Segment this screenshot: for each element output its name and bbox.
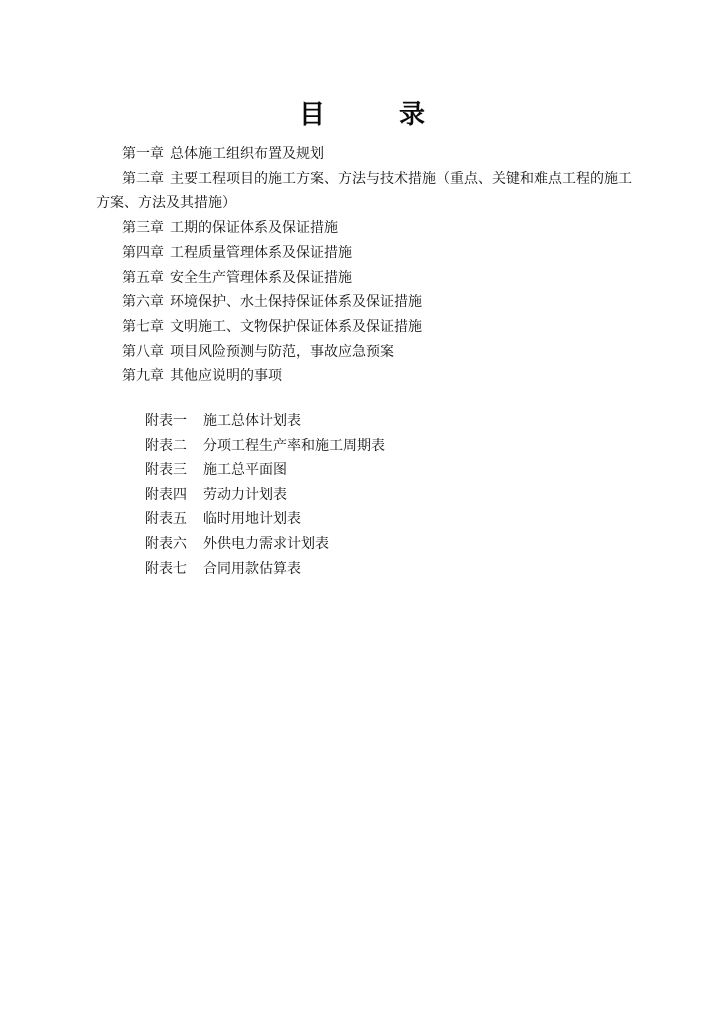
title-char-2: 录 — [399, 99, 426, 130]
appendix-item — [145, 434, 545, 459]
chapter-title: 总体施工组织布置及规划 — [170, 146, 324, 162]
chapter-number: 第七章 — [122, 318, 164, 335]
chapter-item — [96, 364, 636, 389]
appendix-title: 合同用款估算表 — [203, 560, 301, 577]
appendix-label: 附表七 — [145, 560, 187, 577]
appendix-label: 附表三 — [145, 462, 187, 479]
chapter-number: 第三章 — [122, 220, 164, 237]
chapter-title: 主要工程项目的施工方案、方法与技术措施（重点、关键和难点工程的施工方案、方法及其措施） — [96, 170, 632, 212]
appendix-title: 施工总体计划表 — [203, 413, 301, 429]
chapter-item — [96, 315, 636, 340]
appendix-title: 劳动力计划表 — [203, 486, 287, 503]
appendix-item — [145, 458, 545, 483]
appendix-label: 附表一 — [145, 413, 187, 429]
chapter-number: 第二章 — [122, 170, 164, 187]
chapter-item — [96, 340, 636, 365]
appendix-title: 施工总平面图 — [203, 462, 287, 479]
appendix-list — [145, 409, 545, 581]
chapter-title: 文明施工、文物保护保证体系及保证措施 — [170, 318, 422, 335]
page-title — [0, 94, 724, 130]
chapter-list — [96, 142, 636, 389]
chapter-number: 第八章 — [122, 343, 164, 360]
appendix-item — [145, 557, 545, 582]
chapter-number: 第四章 — [122, 244, 164, 261]
appendix-label: 附表四 — [145, 486, 187, 503]
appendix-title: 分项工程生产率和施工周期表 — [203, 437, 385, 454]
chapter-item — [96, 216, 636, 241]
title-char-1: 目 — [298, 99, 325, 130]
chapter-item — [96, 266, 636, 291]
chapter-item — [96, 241, 636, 266]
chapter-number: 第六章 — [122, 294, 164, 311]
chapter-title: 环境保护、水土保持保证体系及保证措施 — [170, 294, 422, 311]
appendix-item — [145, 507, 545, 532]
chapter-number: 第九章 — [122, 368, 164, 385]
appendix-label: 附表六 — [145, 535, 187, 552]
chapter-title: 工程质量管理体系及保证措施 — [170, 244, 352, 261]
chapter-title: 项目风险预测与防范，事故应急预案 — [170, 343, 394, 360]
chapter-title: 工期的保证体系及保证措施 — [170, 220, 338, 237]
chapter-item — [96, 167, 636, 216]
appendix-item — [145, 532, 545, 557]
chapter-number: 第五章 — [122, 269, 164, 286]
chapter-item — [96, 142, 636, 167]
appendix-label: 附表二 — [145, 437, 187, 454]
chapter-title: 安全生产管理体系及保证措施 — [170, 269, 352, 286]
appendix-item — [145, 483, 545, 508]
appendix-title: 临时用地计划表 — [203, 511, 301, 528]
chapter-title: 其他应说明的事项 — [170, 368, 282, 385]
appendix-title: 外供电力需求计划表 — [203, 535, 329, 552]
appendix-item — [145, 409, 545, 434]
chapter-item — [96, 290, 636, 315]
appendix-label: 附表五 — [145, 511, 187, 528]
chapter-number: 第一章 — [122, 146, 164, 162]
